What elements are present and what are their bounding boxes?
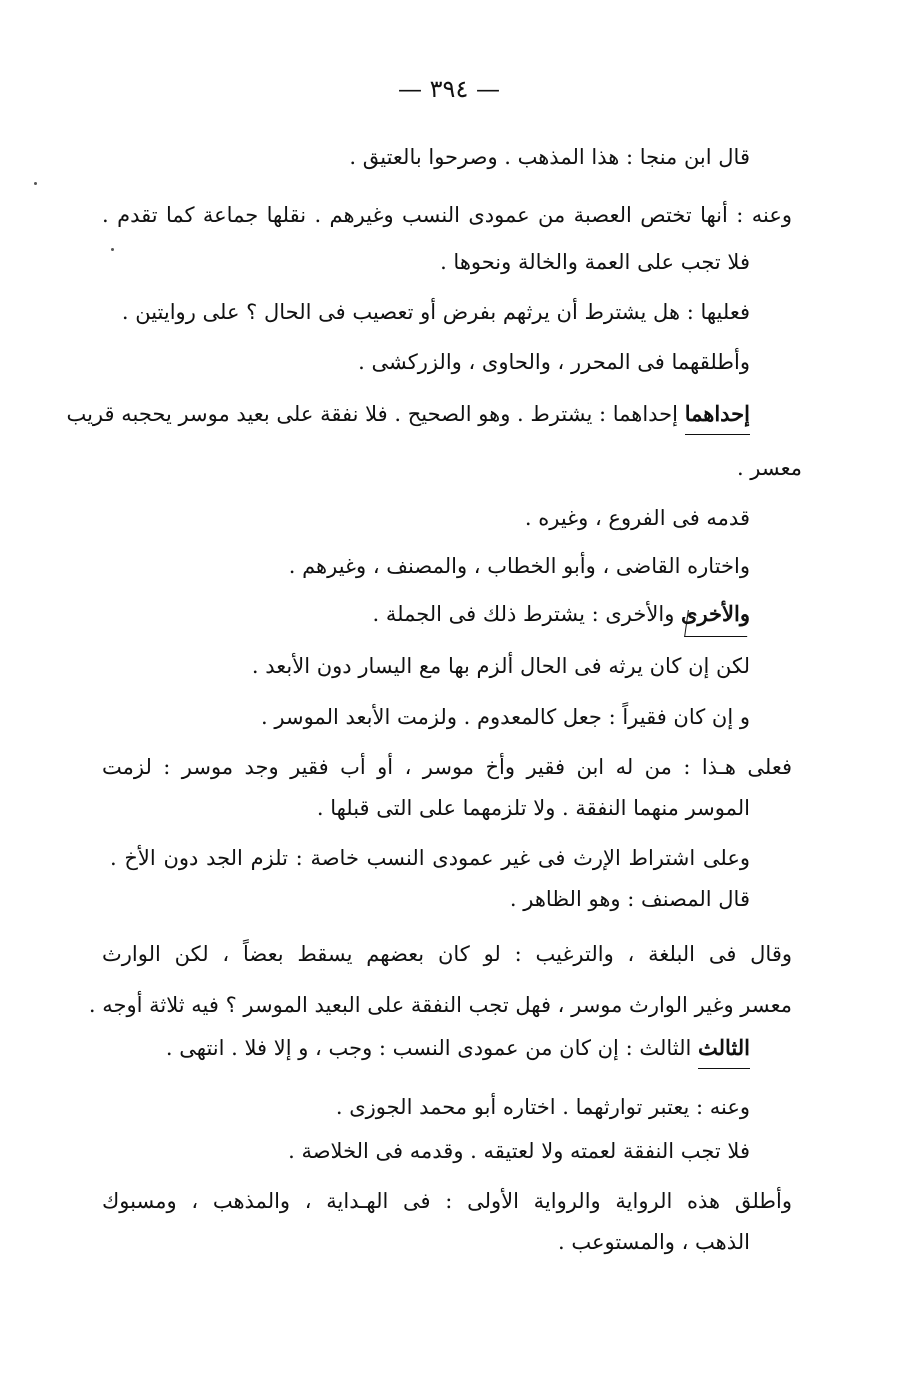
text-line-18: معسر وغير الوارث موسر ، فهل تجب النفقة على البعيد الموسر ؟ فيه ثلاثة أوجه . [88, 993, 792, 1017]
text-line-7: معسر . [736, 456, 802, 480]
text-line-19-content: الثالث : إن كان من عمودى النسب : وجب ، و إلا فلا . انتهى . [165, 1036, 692, 1060]
speck-mark [34, 182, 37, 185]
text-line-6-content: إحداهما : يشترط . وهو الصحيح . فلا نفقة على بعيد موسر يحجبه قريب [66, 402, 679, 426]
keyword-first-opinion: إحداهما [684, 401, 750, 426]
text-line-19 [166, 1035, 750, 1061]
text-line-12: و إن كان فقيراً : جعل كالمعدوم . ولزمت الأبعد الموسر . [261, 705, 750, 729]
keyword-second-opinion: والأخرى [681, 601, 750, 626]
text-line-2: وعنه : أنها تختص العصبة من عمودى النسب وغيرهم . نقلها جماعة كما تقدم . [102, 203, 792, 227]
text-line-11: لكن إن كان يرثه فى الحال ألزم بها مع اليسار دون الأبعد . [251, 654, 750, 678]
text-line-13: فعلى هـذا : من له ابن فقير وأخ موسر ، أو أب فقير وجد موسر : لزمت [102, 755, 792, 779]
text-line-20: وعنه : يعتبر توارثهما . اختاره أبو محمد الجوزى . [335, 1095, 750, 1119]
text-line-3: فلا تجب على العمة والخالة ونحوها . [440, 250, 750, 274]
speck-mark [111, 248, 114, 251]
text-line-6 [66, 401, 750, 427]
text-line-14: الموسر منهما النفقة . ولا تلزمهما على التى قبلها . [316, 796, 750, 820]
text-line-5: وأطلقهما فى المحرر ، والحاوى ، والزركشى . [358, 350, 750, 374]
page-number: — ٣٩٤ — [398, 75, 500, 103]
text-line-22: وأطلق هذه الرواية والرواية الأولى : فى الهـداية ، والمذهب ، ومسبوك [102, 1189, 792, 1213]
text-line-23: الذهب ، والمستوعب . [557, 1230, 750, 1254]
text-line-10-content: والأخرى : يشترط ذلك فى الجملة . [372, 602, 675, 626]
text-line-16: قال المصنف : وهو الظاهر . [509, 887, 750, 911]
text-line-21: فلا تجب النفقة لعمته ولا لعتيقه . وقدمه فى الخلاصة . [288, 1139, 750, 1163]
text-line-4: فعليها : هل يشترط أن يرثهم بفرض أو تعصيب فى الحال ؟ على روايتين . [121, 300, 750, 324]
keyword-third-opinion: الثالث [698, 1035, 750, 1060]
text-line-15: وعلى اشتراط الإرث فى غير عمودى النسب خاصة : تلزم الجد دون الأخ . [110, 846, 750, 870]
text-line-8: قدمه فى الفروع ، وغيره . [524, 506, 750, 530]
handwritten-margin-mark [684, 610, 751, 637]
text-line-1: قال ابن منجا : هذا المذهب . وصرحوا بالعتيق . [349, 145, 750, 169]
text-line-17: وقال فى البلغة ، والترغيب : لو كان بعضهم يسقط بعضاً ، لكن الوارث [102, 942, 792, 966]
text-line-9: واختاره القاضى ، وأبو الخطاب ، والمصنف ، وغيرهم . [288, 554, 750, 578]
